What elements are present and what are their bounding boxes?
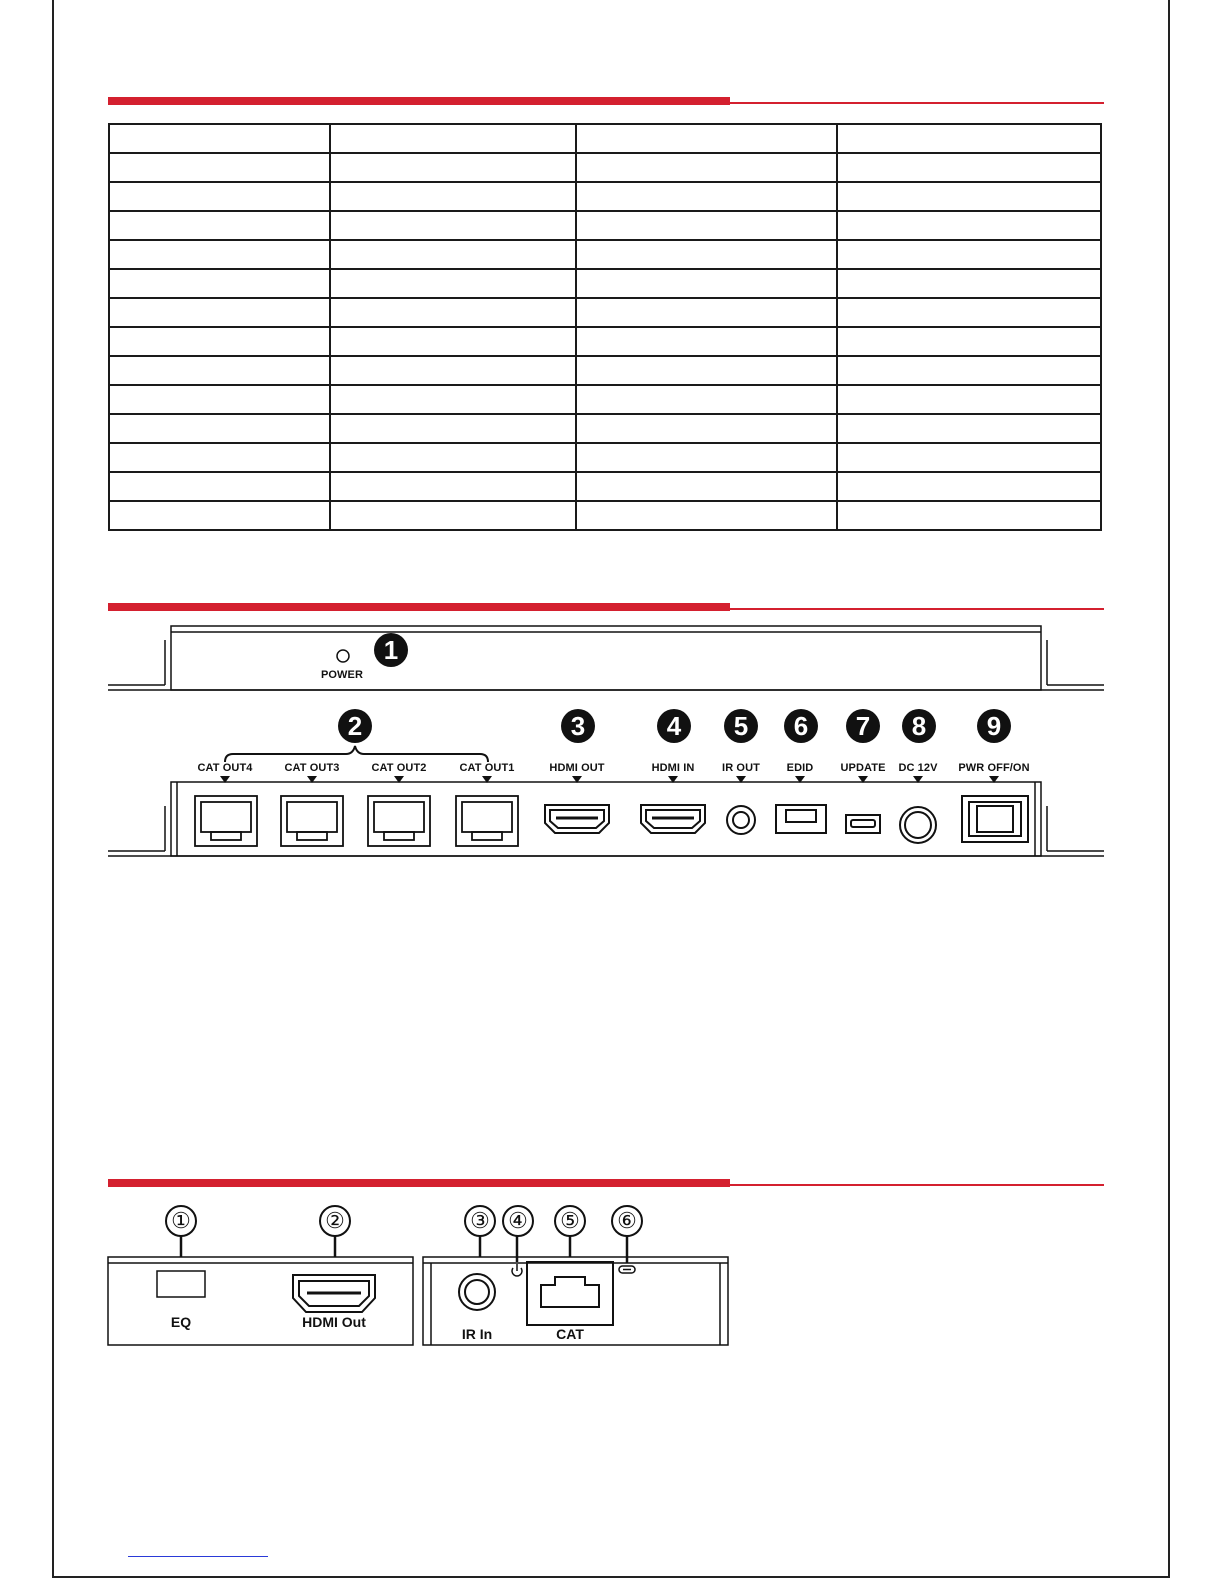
receiver-callout-1: ① — [165, 1205, 197, 1237]
callout-badge-8: 8 — [902, 709, 936, 743]
cat-out4-port — [195, 796, 257, 846]
arrow-down-icon — [736, 776, 746, 783]
arrow-down-icon — [394, 776, 404, 783]
ir-in-label: IR In — [461, 1326, 493, 1342]
edid-label: EDID — [786, 762, 814, 774]
cat-out1-label: CAT OUT1 — [459, 762, 515, 774]
hdmi-out-port — [545, 805, 609, 833]
power-switch — [962, 796, 1028, 842]
receiver-callout-3: ③ — [464, 1205, 496, 1237]
arrow-down-icon — [913, 776, 923, 783]
power-led-icon — [337, 650, 349, 662]
footer-link-underline[interactable] — [128, 1556, 268, 1557]
dc12v-jack — [900, 807, 936, 843]
callout-badge-6: 6 — [784, 709, 818, 743]
cat-out3-port — [281, 796, 343, 846]
arrow-down-icon — [220, 776, 230, 783]
receiver-panel-left — [108, 1236, 413, 1345]
cat-out4-label: CAT OUT4 — [197, 762, 253, 774]
receiver-callout-2: ② — [319, 1205, 351, 1237]
arrow-down-icon — [668, 776, 678, 783]
arrow-down-icon — [572, 776, 582, 783]
cat-out2-port — [368, 796, 430, 846]
cat-out-ports — [195, 796, 518, 846]
receiver-hdmi-out-port — [293, 1275, 375, 1312]
hdmi-in-port — [641, 805, 705, 833]
dc12v-label: DC 12V — [898, 762, 938, 774]
transmitter-front-panel — [108, 626, 1104, 690]
callout-badge-3: 3 — [561, 709, 595, 743]
callout-badge-5: 5 — [724, 709, 758, 743]
edid-switch — [776, 805, 826, 833]
cat-label: CAT — [556, 1326, 584, 1342]
arrow-down-icon — [795, 776, 805, 783]
hdmi-in-label: HDMI IN — [651, 762, 695, 774]
arrow-down-icon — [858, 776, 868, 783]
hdmi-out-label: HDMI OUT — [549, 762, 605, 774]
section-rule-receiver — [108, 1179, 1104, 1187]
ir-out-jack — [727, 806, 755, 834]
receiver-callout-6: ⑥ — [611, 1205, 643, 1237]
receiver-cat-port — [527, 1262, 613, 1325]
power-led-icon — [512, 1264, 522, 1276]
callout-badge-7: 7 — [846, 709, 880, 743]
arrow-down-icon — [307, 776, 317, 783]
arrow-down-icon — [482, 776, 492, 783]
update-port — [846, 815, 880, 833]
receiver-hdmi-out-label: HDMI Out — [302, 1314, 366, 1330]
callout-badge-1: 1 — [374, 633, 408, 667]
callout-badge-2: 2 — [338, 709, 372, 743]
cat-out1-port — [456, 796, 518, 846]
arrow-down-icon — [989, 776, 999, 783]
callout-badge-4: 4 — [657, 709, 691, 743]
ir-out-label: IR OUT — [722, 762, 760, 774]
cat-out3-label: CAT OUT3 — [284, 762, 340, 774]
receiver-callout-4: ④ — [502, 1205, 534, 1237]
cat-out2-label: CAT OUT2 — [371, 762, 427, 774]
power-label: POWER — [320, 669, 364, 681]
receiver-callout-5: ⑤ — [554, 1205, 586, 1237]
update-label: UPDATE — [840, 762, 886, 774]
link-led-icon — [619, 1266, 635, 1273]
eq-button — [157, 1271, 205, 1297]
eq-label: EQ — [170, 1314, 192, 1330]
ir-in-jack — [459, 1274, 495, 1310]
callout-badge-9: 9 — [977, 709, 1011, 743]
pwr-label: PWR OFF/ON — [958, 762, 1030, 774]
